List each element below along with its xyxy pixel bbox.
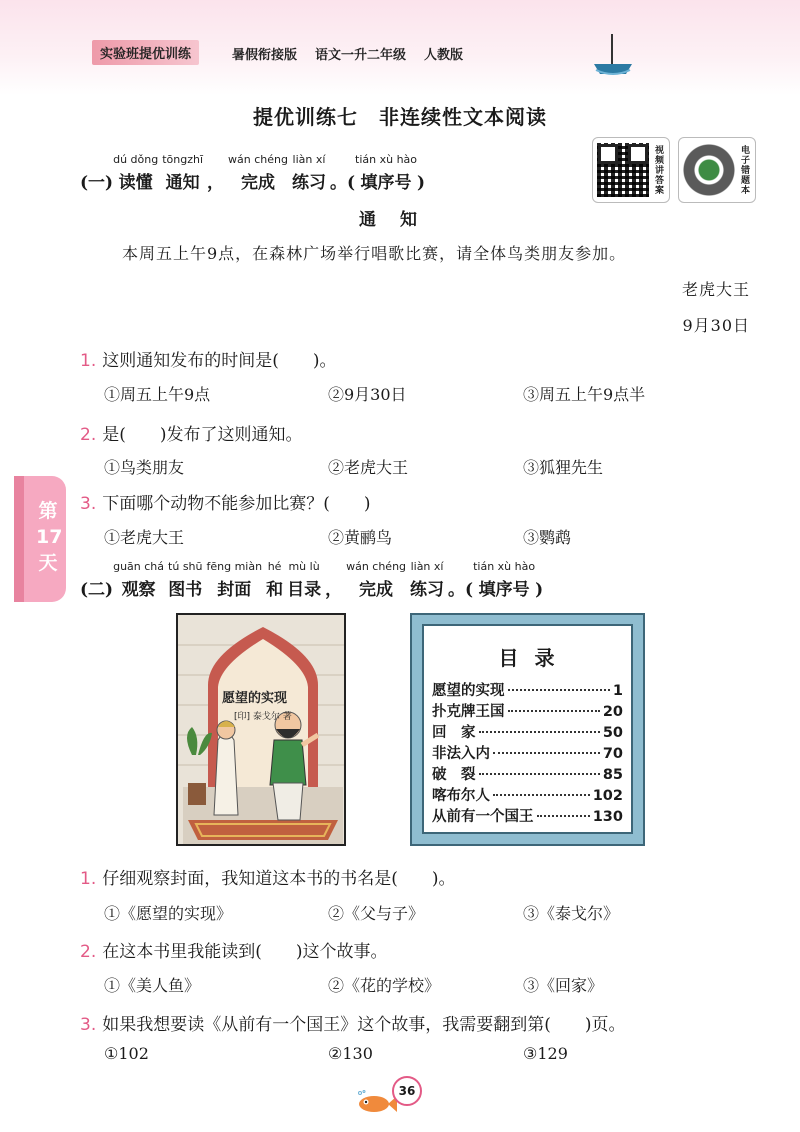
book-cover bbox=[176, 613, 346, 846]
hanzi: 封面 bbox=[217, 580, 252, 600]
ruby-word bbox=[355, 153, 417, 193]
question-number: 2. bbox=[80, 942, 97, 962]
hanzi: 填序号 bbox=[360, 173, 412, 193]
section2-heading bbox=[80, 560, 543, 600]
pinyin bbox=[214, 153, 218, 166]
pinyin: tōngzhī bbox=[162, 153, 204, 166]
option[interactable]: ②9月30日 bbox=[328, 385, 407, 404]
hanzi: 完成 bbox=[241, 173, 275, 193]
option[interactable]: ①《愿望的实现》 bbox=[104, 904, 233, 923]
pinyin: mù lù bbox=[288, 560, 320, 573]
question-2-1 bbox=[80, 864, 456, 889]
toc-item-title: 破 裂 bbox=[432, 767, 476, 783]
notice-date: 9月30日 bbox=[682, 316, 750, 335]
hanzi: 填序号 bbox=[478, 580, 530, 600]
question-text: 仔细观察封面，我知道这本书的书名是( )。 bbox=[102, 869, 456, 889]
pinyin: liàn xí bbox=[292, 153, 326, 166]
option[interactable]: ③狐狸先生 bbox=[523, 458, 604, 477]
cover-author: [印] 泰戈尔 著 bbox=[234, 712, 292, 722]
toc-leader bbox=[479, 731, 600, 733]
notice-title: 通知 bbox=[359, 210, 441, 230]
toc-item-title: 回 家 bbox=[432, 725, 476, 741]
boat-icon bbox=[590, 32, 636, 78]
toc-item[interactable] bbox=[432, 784, 623, 805]
option[interactable]: ②黄鹂鸟 bbox=[328, 528, 393, 547]
pinyin: tián xù hào bbox=[355, 153, 418, 166]
hanzi: ， bbox=[325, 580, 343, 600]
options-2-3 bbox=[104, 1044, 568, 1063]
question-2-2 bbox=[80, 937, 388, 962]
page-title: 提优训练七 非连续性文本阅读 bbox=[253, 105, 547, 129]
pinyin: tú shū bbox=[168, 560, 203, 573]
table-of-contents bbox=[410, 613, 645, 846]
question-text: 这则通知发布的时间是( )。 bbox=[102, 351, 337, 371]
question-text: 在这本书里我能读到( )这个故事。 bbox=[102, 942, 388, 962]
toc-leader bbox=[479, 773, 600, 775]
pinyin: fēng miàn bbox=[206, 560, 263, 573]
pinyin: tián xù hào bbox=[473, 560, 536, 573]
toc-item[interactable] bbox=[432, 679, 623, 700]
ruby-word bbox=[325, 560, 342, 600]
toc-item-page: 102 bbox=[592, 788, 623, 804]
ruby-word bbox=[113, 153, 158, 193]
toc-leader bbox=[508, 710, 600, 712]
pinyin: wán chéng bbox=[228, 153, 288, 166]
option[interactable]: ①周五上午9点 bbox=[104, 385, 211, 404]
ruby-word bbox=[473, 560, 535, 600]
option[interactable]: ②《父与子》 bbox=[328, 904, 425, 923]
qr-code-icon bbox=[597, 143, 649, 197]
qr-logo-icon bbox=[683, 143, 735, 197]
pinyin: dú dǒng bbox=[113, 153, 159, 166]
option[interactable]: ③129 bbox=[523, 1044, 568, 1063]
error-book-qr[interactable] bbox=[678, 137, 756, 203]
qr-label-video: 视频讲答案 bbox=[653, 145, 663, 195]
toc-item-title: 扑克牌王国 bbox=[432, 704, 505, 720]
option[interactable]: ①老虎大王 bbox=[104, 528, 185, 547]
option[interactable]: ①102 bbox=[104, 1044, 149, 1063]
question-text: 如果我想要读《从前有一个国王》这个故事，我需要翻到第( )页。 bbox=[102, 1015, 626, 1035]
toc-item-title: 非法入内 bbox=[432, 746, 490, 762]
edition-label: 暑假衔接版 bbox=[232, 48, 298, 63]
toc-item-page: 70 bbox=[602, 746, 623, 762]
ruby-word bbox=[266, 560, 283, 600]
hanzi: 目录 bbox=[287, 580, 322, 600]
hanzi: 图书 bbox=[168, 580, 203, 600]
toc-item[interactable] bbox=[432, 721, 623, 742]
ruby-word bbox=[346, 560, 406, 600]
section-suffix: 。( bbox=[329, 173, 356, 193]
option[interactable]: ②130 bbox=[328, 1044, 373, 1063]
hanzi: 观察 bbox=[121, 580, 156, 600]
section-prefix: (二) bbox=[80, 580, 114, 600]
toc-panel bbox=[422, 624, 633, 834]
pinyin: liàn xí bbox=[410, 560, 444, 573]
pinyin: hé bbox=[267, 560, 282, 573]
ruby-word bbox=[207, 153, 224, 193]
toc-item-title: 愿望的实现 bbox=[432, 683, 505, 699]
brand-badge: 实验班提优训练 bbox=[92, 40, 199, 65]
ruby-word bbox=[292, 153, 326, 193]
hanzi: ， bbox=[207, 173, 225, 193]
notice-signer: 老虎大王 bbox=[681, 280, 750, 299]
toc-item-page: 1 bbox=[612, 683, 623, 699]
hanzi: 练习 bbox=[410, 580, 445, 600]
ruby-word bbox=[168, 560, 202, 600]
ruby-word bbox=[228, 153, 288, 193]
day-tab bbox=[14, 476, 66, 602]
question-text: 下面哪个动物不能参加比赛？( ) bbox=[102, 494, 371, 514]
question-text: 是( )发布了这则通知。 bbox=[102, 425, 303, 445]
pinyin bbox=[332, 560, 336, 573]
toc-item[interactable] bbox=[432, 742, 623, 763]
options-1-3 bbox=[104, 525, 571, 548]
hanzi: 读懂 bbox=[118, 173, 153, 193]
section1-heading bbox=[80, 153, 425, 193]
question-1-3 bbox=[80, 489, 371, 514]
cover-book-title: 愿望的实现 bbox=[222, 691, 288, 706]
qr-label-errors: 电子错题本 bbox=[739, 145, 749, 195]
ruby-word bbox=[287, 560, 321, 600]
question-number: 1. bbox=[80, 351, 97, 371]
option[interactable]: ①鸟类朋友 bbox=[104, 458, 185, 477]
toc-item-title: 喀布尔人 bbox=[432, 788, 490, 804]
option[interactable]: ①《美人鱼》 bbox=[104, 976, 201, 995]
header-info bbox=[232, 44, 463, 63]
option[interactable]: ③鹦鹉 bbox=[523, 528, 572, 547]
toc-title: 目录 bbox=[498, 646, 571, 670]
toc-item-page: 50 bbox=[602, 725, 623, 741]
question-1-2 bbox=[80, 420, 303, 445]
toc-leader bbox=[493, 794, 590, 796]
option[interactable]: ②《花的学校》 bbox=[328, 976, 441, 995]
pinyin: wán chéng bbox=[346, 560, 407, 573]
cover-illustration bbox=[178, 615, 346, 846]
day-tab-label: 第17天 bbox=[36, 500, 63, 574]
toc-item[interactable] bbox=[432, 805, 623, 826]
notice-body: 本周五上午9点，在森林广场举行唱歌比赛，请全体鸟类朋友参加。 bbox=[122, 244, 627, 263]
hanzi: 完成 bbox=[359, 580, 394, 600]
option[interactable]: ②老虎大王 bbox=[328, 458, 409, 477]
options-1-1 bbox=[104, 382, 645, 405]
toc-item-page: 85 bbox=[602, 767, 623, 783]
ruby-word bbox=[113, 560, 164, 600]
question-2-3 bbox=[80, 1010, 626, 1035]
ruby-word bbox=[207, 560, 263, 600]
options-2-2 bbox=[104, 973, 603, 996]
ruby-word bbox=[162, 153, 203, 193]
ruby-word bbox=[410, 560, 444, 600]
question-number: 1. bbox=[80, 869, 97, 889]
question-number: 3. bbox=[80, 1015, 97, 1035]
toc-item-title: 从前有一个国王 bbox=[432, 809, 534, 825]
question-number: 3. bbox=[80, 494, 97, 514]
toc-item-page: 130 bbox=[592, 809, 623, 825]
options-2-1 bbox=[104, 901, 619, 924]
toc-item[interactable] bbox=[432, 700, 623, 721]
toc-leader bbox=[537, 815, 590, 817]
hanzi: 和 bbox=[266, 580, 284, 600]
hanzi: 通知 bbox=[165, 173, 200, 193]
section-prefix: (一) bbox=[80, 173, 114, 193]
publisher-label: 人教版 bbox=[424, 48, 464, 63]
option[interactable]: ③周五上午9点半 bbox=[523, 385, 646, 404]
section-suffix-end: ) bbox=[535, 580, 544, 600]
option[interactable]: ③《回家》 bbox=[523, 976, 604, 995]
qr-area bbox=[592, 137, 756, 203]
toc-leader bbox=[508, 689, 610, 691]
video-answer-qr[interactable] bbox=[592, 137, 670, 203]
toc-item-page: 20 bbox=[602, 704, 623, 720]
section-suffix: 。( bbox=[448, 580, 474, 600]
toc-leader bbox=[493, 752, 600, 754]
page-number: 36 bbox=[392, 1076, 422, 1106]
option[interactable]: ③《泰戈尔》 bbox=[523, 904, 620, 923]
pinyin: guān chá bbox=[113, 560, 165, 573]
subject-label: 语文一升二年级 bbox=[315, 48, 407, 63]
options-1-2 bbox=[104, 455, 603, 478]
toc-item[interactable] bbox=[432, 763, 623, 784]
question-number: 2. bbox=[80, 425, 97, 445]
toc-list bbox=[424, 679, 631, 826]
hanzi: 练习 bbox=[291, 173, 326, 193]
section-suffix-end: ) bbox=[417, 173, 426, 193]
question-1-1 bbox=[80, 346, 337, 371]
